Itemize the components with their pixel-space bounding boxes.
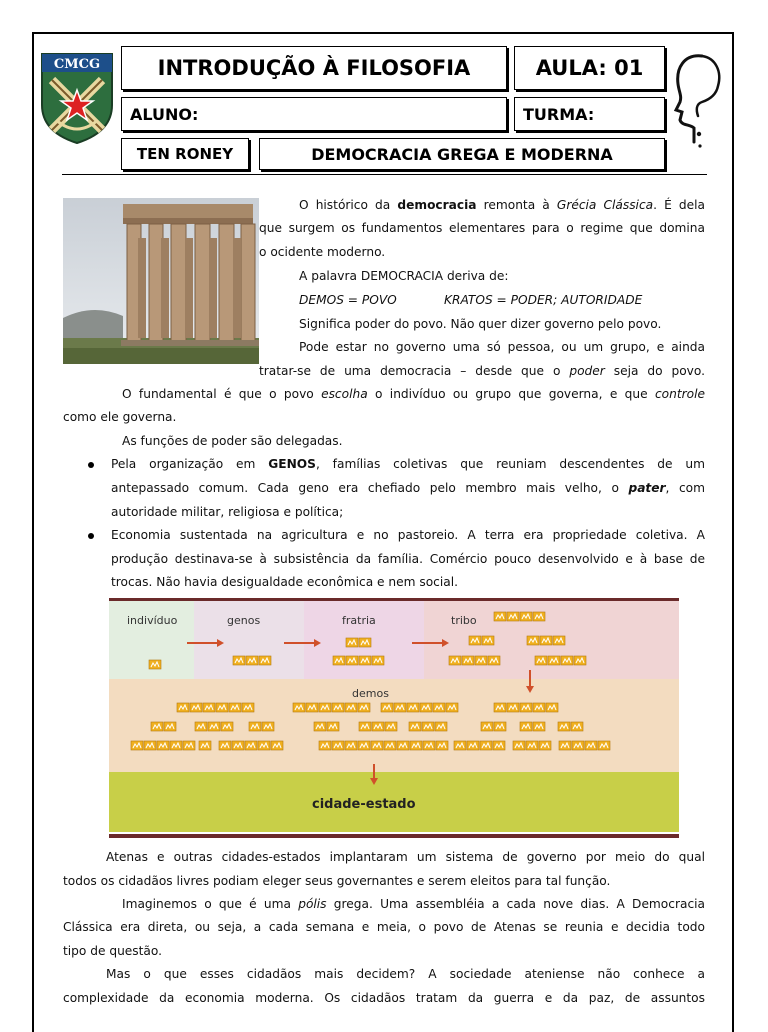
text-run: , com	[665, 481, 705, 495]
text-run: grega. Uma assembléia a cada nove dias. A Democracia	[326, 897, 705, 911]
student-label: ALUNO:	[130, 104, 199, 124]
text-run: , famílias coletivas que reuniam descendentes de um	[315, 457, 705, 471]
italic-term: poder	[569, 364, 605, 378]
social-organization-diagram	[109, 598, 679, 838]
label-individuo: indivíduo	[127, 614, 178, 627]
text-run: remonta à	[476, 198, 557, 212]
kratos-definition	[444, 289, 642, 313]
genos-cluster	[233, 656, 271, 665]
text-run: . É dela	[653, 198, 705, 212]
class-label: TURMA:	[523, 104, 595, 124]
bold-term: GENOS	[268, 457, 316, 471]
bold-term: democracia	[397, 198, 477, 212]
bullet-2-line-3: trocas. Não havia desigualdade econômica e nem social.	[111, 575, 458, 589]
text-run: antepassado comum. Cada geno era chefiado pelo membro mais velho, o	[111, 481, 629, 495]
bullet-dot	[88, 533, 94, 539]
text-run: Pela organização em	[111, 457, 269, 471]
demos-def: DEMOS = POVO	[299, 293, 397, 307]
para-7-line-1: Atenas e outras cidades-estados implantaram um sistema de governo por meio do qual	[106, 850, 705, 864]
cmcg-crest-logo	[38, 50, 116, 145]
bullet-2-line-2: produção destinava-se à subsistência da família. Comércio pouco desenvolvido e à base de	[111, 552, 705, 566]
course-title-box	[121, 46, 507, 90]
kratos-def: KRATOS = PODER; AUTORIDADE	[444, 293, 643, 307]
para-7-line-2: todos os cidadãos livres podiam eleger seus governantes e serem eleitos para tal função.	[63, 874, 611, 888]
text-run: Imaginemos o que é uma	[122, 897, 299, 911]
intro-para-4-line-2	[259, 360, 705, 384]
para-5-line-1	[122, 383, 705, 407]
course-title: INTRODUÇÃO À FILOSOFIA	[157, 56, 471, 80]
italic-term: pólis	[298, 897, 327, 911]
label-demos: demos	[352, 687, 389, 700]
para-9-line-2: complexidade da economia moderna. Os cidadãos tratam da guerra e da paz, de assuntos	[63, 991, 705, 1005]
text-run: O histórico da	[299, 198, 398, 212]
topic-box	[259, 138, 665, 170]
crest-text: CMCG	[53, 57, 101, 72]
lesson-label: AULA: 01	[535, 56, 644, 80]
italic-term: Grécia Clássica	[556, 198, 654, 212]
student-box	[121, 97, 507, 131]
bullet-1-line-2	[111, 477, 705, 501]
intro-para-2: A palavra DEMOCRACIA deriva de:	[299, 269, 509, 283]
class-box	[514, 97, 665, 131]
para-8-line-3: tipo de questão.	[63, 944, 163, 958]
para-5-line-2: como ele governa.	[63, 410, 177, 424]
bullet-1-line-3: autoridade militar, religiosa e política;	[111, 505, 344, 519]
para-8-line-2: Clássica era direta, ou seja, a cada semana e meia, o povo de Atenas se reunia e decidia todo	[63, 920, 705, 934]
demos-definition	[299, 289, 397, 313]
teacher-box	[121, 138, 249, 170]
bullet-2-line-1: Economia sustentada na agricultura e no pastoreio. A terra era propriedade coletiva. A	[111, 528, 705, 542]
text-run: tratar-se de uma democracia – desde que o	[259, 364, 570, 378]
intro-para-1-line-2: que surgem os fundamentos elementares para o regime que domina	[259, 221, 705, 235]
thinking-head-icon	[672, 44, 724, 154]
bullet-1-line-1	[111, 453, 705, 477]
text-run: O fundamental é que o povo	[122, 387, 322, 401]
intro-para-4-line-1: Pode estar no governo uma só pessoa, ou um grupo, e ainda	[299, 340, 705, 354]
lesson-box	[514, 46, 665, 90]
label-genos: genos	[227, 614, 261, 627]
text-run: seja do povo.	[604, 364, 705, 378]
para-8-line-1	[122, 893, 705, 917]
para-6: As funções de poder são delegadas.	[122, 434, 343, 448]
label-cidade-estado: cidade-estado	[312, 797, 416, 812]
para-9-line-1: Mas o que esses cidadãos mais decidem? A sociedade ateniense não conhece a	[106, 967, 705, 981]
topic-title: DEMOCRACIA GREGA E MODERNA	[311, 144, 613, 164]
italic-term: escolha	[321, 387, 368, 401]
intro-para-1-line-1	[299, 194, 705, 218]
text-run: o indivíduo ou grupo que governa, e que	[367, 387, 655, 401]
label-fratria: fratria	[342, 614, 376, 627]
teacher-name: TEN RONEY	[136, 145, 234, 163]
intro-para-1-line-3: o ocidente moderno.	[259, 245, 386, 259]
individuo-figure	[149, 660, 161, 669]
bold-italic-term: pater	[628, 481, 666, 495]
temple-of-zeus-photo	[63, 198, 259, 364]
label-tribo: tribo	[451, 614, 477, 627]
bullet-dot	[88, 462, 94, 468]
header-divider	[62, 174, 707, 175]
italic-term: controle	[654, 387, 705, 401]
intro-para-3: Significa poder do povo. Não quer dizer governo pelo povo.	[299, 317, 662, 331]
